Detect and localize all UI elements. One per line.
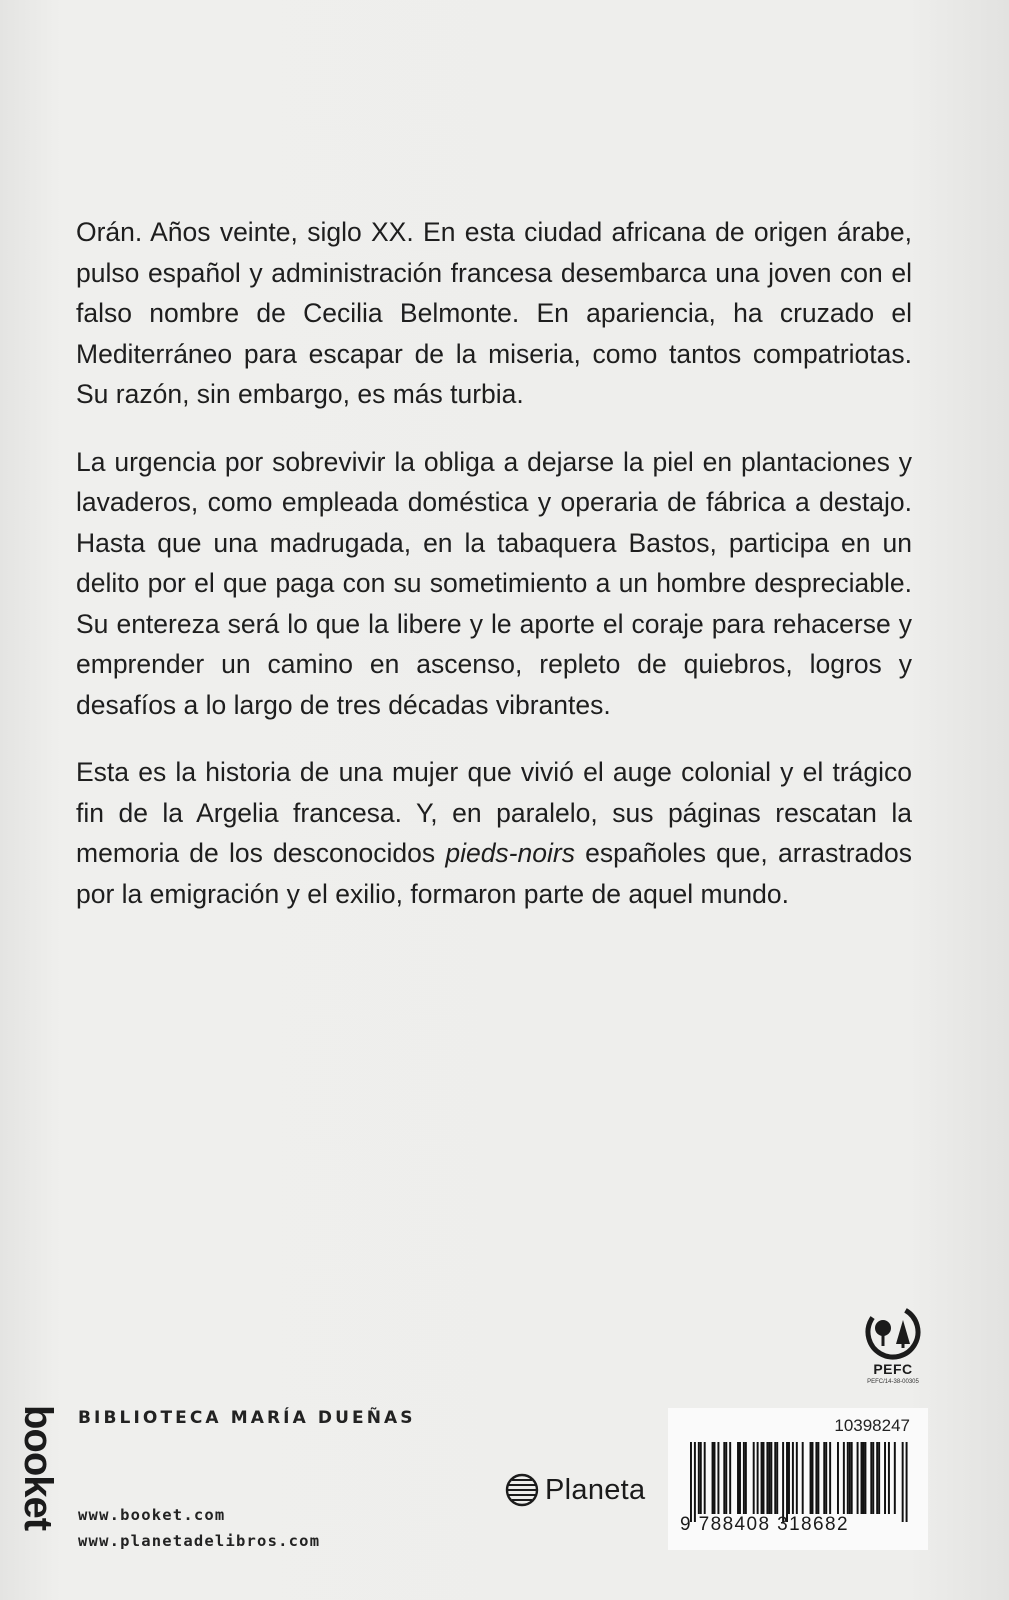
synopsis-text: españoles que, arrastrados por la emigración y el exilio, formaron parte de aquel mundo. — [76, 838, 912, 909]
barcode-bar — [770, 1442, 772, 1514]
barcode-bar — [690, 1442, 692, 1522]
barcode-bar — [786, 1442, 788, 1522]
isbn-number: 9 788408 318682 — [680, 1514, 849, 1535]
barcode-bar — [774, 1442, 776, 1514]
barcode-bar — [851, 1442, 853, 1514]
barcode-bar — [782, 1442, 784, 1522]
barcode-bar — [753, 1442, 755, 1514]
barcode-bar — [694, 1442, 696, 1522]
booket-logo-text: booket — [16, 1405, 60, 1531]
barcode — [690, 1442, 912, 1522]
barcode-bar — [776, 1442, 778, 1514]
synopsis-paragraph-2: La urgencia por sobrevivir la obliga a dejarse la piel en plantaciones y lavaderos, como empleada doméstica y operaria de fábrica a destajo. Hasta que una madrugada, en la tabaquera Bastos, participa en un delito por el que paga con su sometimiento a un hombre despreciable. Su entereza será lo que la libere y le aporte el coraje para rehacerse y emprender un camino en ascenso, repleto de quiebros, logros y desafíos a lo largo de tres décadas vibrantes. — [76, 446, 912, 720]
planeta-logo — [505, 1470, 645, 1510]
barcode-bar — [723, 1442, 725, 1514]
barcode-bar — [888, 1442, 890, 1514]
synopsis-paragraph-1: Orán. Años veinte, siglo XX. En esta ciudad africana de origen árabe, pulso español y administración francesa desembarca una joven con el falso nombre de Cecilia Belmonte. En apariencia, ha cruzado el Mediterráneo para escapar de la miseria, como tantos compatriotas. Su razón, sin embargo, es más turbia. — [76, 217, 912, 409]
barcode-bar — [884, 1442, 886, 1514]
barcode-bar — [810, 1442, 812, 1514]
barcode-bar — [849, 1442, 851, 1514]
pefc-label: PEFC — [873, 1361, 913, 1377]
barcode-bar — [761, 1442, 763, 1514]
pefc-code: PEFC/14-38-00305 — [867, 1379, 919, 1385]
barcode-bar — [861, 1442, 863, 1514]
barcode-bar — [766, 1442, 768, 1514]
barcode-bar — [704, 1442, 706, 1514]
barcode-bar — [872, 1442, 874, 1514]
barcode-bar — [817, 1442, 819, 1514]
product-code: 10398247 — [834, 1416, 910, 1435]
series-title: BIBLIOTECA MARÍA DUEÑAS — [78, 1408, 416, 1428]
barcode-bar — [876, 1442, 878, 1514]
barcode-bar — [823, 1442, 825, 1514]
barcode-bar — [802, 1442, 804, 1514]
synopsis-text: Esta es la historia de una mujer que vivió el auge colonial y el trágico fin de la Argelia francesa. Y, en paralelo, sus páginas rescatan la memoria de los desconocidos — [76, 757, 912, 868]
barcode-bar — [757, 1442, 759, 1514]
barcode-bar — [902, 1442, 904, 1522]
booket-logo — [8, 1400, 68, 1530]
barcode-bar — [847, 1442, 849, 1514]
barcode-bar — [894, 1442, 896, 1514]
barcode-bar — [763, 1442, 765, 1514]
url-planetadelibros[interactable]: www.planetadelibros.com — [78, 1532, 321, 1550]
barcode-bar — [864, 1442, 866, 1514]
barcode-bar — [837, 1442, 839, 1514]
barcode-bar — [700, 1442, 702, 1514]
barcode-bar — [739, 1442, 741, 1514]
pefc-certification — [856, 1304, 936, 1394]
barcode-bar — [788, 1442, 790, 1514]
barcode-bar — [768, 1442, 770, 1514]
barcode-bar — [812, 1442, 814, 1514]
barcode-bar — [792, 1442, 794, 1514]
italic-term: pieds-noirs — [445, 838, 575, 868]
synopsis — [76, 212, 912, 941]
barcode-bar — [906, 1442, 908, 1522]
barcode-bar — [725, 1442, 727, 1514]
barcode-bar — [815, 1442, 817, 1514]
barcode-bar — [698, 1442, 700, 1514]
barcode-bar — [829, 1442, 831, 1514]
barcode-bar — [737, 1442, 739, 1514]
synopsis-paragraph-3 — [76, 752, 912, 914]
planeta-name: Planeta — [545, 1473, 646, 1506]
barcode-bar — [712, 1442, 714, 1514]
barcode-bar — [843, 1442, 845, 1514]
pefc-tree-icon — [856, 1304, 930, 1360]
globe-icon — [505, 1473, 539, 1507]
barcode-bar — [825, 1442, 827, 1514]
barcode-bar — [714, 1442, 716, 1514]
barcode-area — [668, 1408, 928, 1550]
url-booket[interactable]: www.booket.com — [78, 1506, 226, 1524]
barcode-bar — [878, 1442, 880, 1514]
barcode-bar — [743, 1442, 745, 1514]
barcode-bar — [857, 1442, 859, 1514]
barcode-bar — [729, 1442, 731, 1514]
publisher-urls — [78, 1502, 320, 1554]
barcode-bar — [745, 1442, 747, 1514]
barcode-bar — [870, 1442, 872, 1514]
barcode-bar — [796, 1442, 798, 1514]
barcode-bar — [717, 1442, 719, 1514]
barcode-bar — [862, 1442, 864, 1514]
